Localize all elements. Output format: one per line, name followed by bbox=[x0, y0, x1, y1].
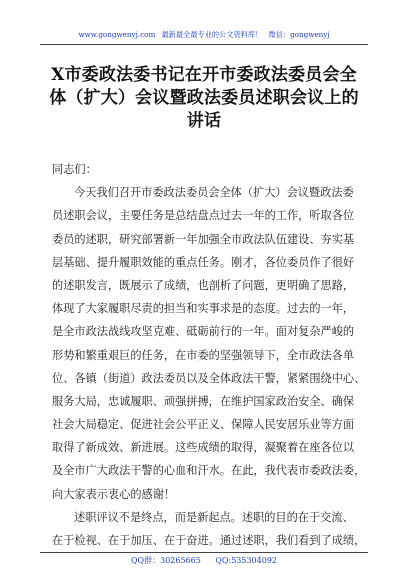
document-title bbox=[34, 64, 374, 133]
body-line: 是全市政法战线攻坚克难、砥砺前行的一年。面对复杂严峻的 bbox=[52, 325, 355, 339]
body-line: 今天我们召开市委政法委员会全体（扩大）会议暨政法委 bbox=[74, 186, 354, 200]
footer-qq-group: QQ群：30265665 bbox=[130, 556, 201, 565]
title-line: 体（扩大）会议暨政法委员述职会议上的 bbox=[49, 88, 359, 108]
body-line: 向大家表示衷心的感谢！ bbox=[52, 487, 176, 501]
body-line: 取得了新成效、新进展。这些成绩的取得，凝聚着在座各位以 bbox=[52, 441, 355, 455]
document-body bbox=[52, 158, 366, 552]
body-line: 形势和繁重艰巨的任务，在市委的坚强领导下，全市政法各单 bbox=[52, 348, 355, 362]
page-footer bbox=[40, 552, 368, 569]
body-line: 体现了大家履职尽责的担当和实事求是的态度。过去的一年， bbox=[52, 302, 355, 316]
header-slogan: 最新最全最专业的公文资料库！ bbox=[161, 30, 263, 39]
salutation: 同志们： bbox=[52, 163, 97, 176]
body-line: 社会大局稳定、促进社会公平正义、保障人民安居乐业等方面 bbox=[52, 418, 355, 432]
body-line: 层基础、提升履职效能的重点任务。刚才，各位委员作了很好 bbox=[52, 255, 355, 269]
body-line: 位、各镇（街道）政法委员以及全体政法干警，紧紧围绕中心、 bbox=[52, 371, 366, 385]
body-line: 员述职会议，主要任务是总结盘点过去一年的工作，听取各位 bbox=[52, 209, 355, 223]
title-line: X市委政法委书记在开市委政法委员会全 bbox=[51, 65, 357, 85]
title-line: 讲话 bbox=[186, 111, 222, 131]
site-link[interactable]: www.gongwenyj.com bbox=[78, 30, 156, 39]
header-wechat: 微信：gongwenyj bbox=[268, 30, 330, 39]
body-line: 的述职发言，既展示了成绩，也剖析了问题，更明确了思路， bbox=[52, 278, 355, 292]
body-line: 在于检视、在于加压、在于奋进。通过述职，我们看到了成绩， bbox=[52, 534, 366, 547]
body-line: 委员的述职，研究部署新一年加强全市政法队伍建设、夯实基 bbox=[52, 232, 355, 246]
page-header bbox=[40, 28, 368, 45]
footer-qq: QQ:535304092 bbox=[215, 556, 277, 565]
body-line: 服务大局，忠诚履职、顽强拼搏，在维护国家政治安全、确保 bbox=[52, 394, 355, 408]
body-line: 述职评议不是终点，而是新起点。述职的目的在于交流、 bbox=[74, 510, 354, 524]
body-line: 及全市广大政法干警的心血和汗水。在此，我代表市委政法委， bbox=[52, 464, 366, 478]
